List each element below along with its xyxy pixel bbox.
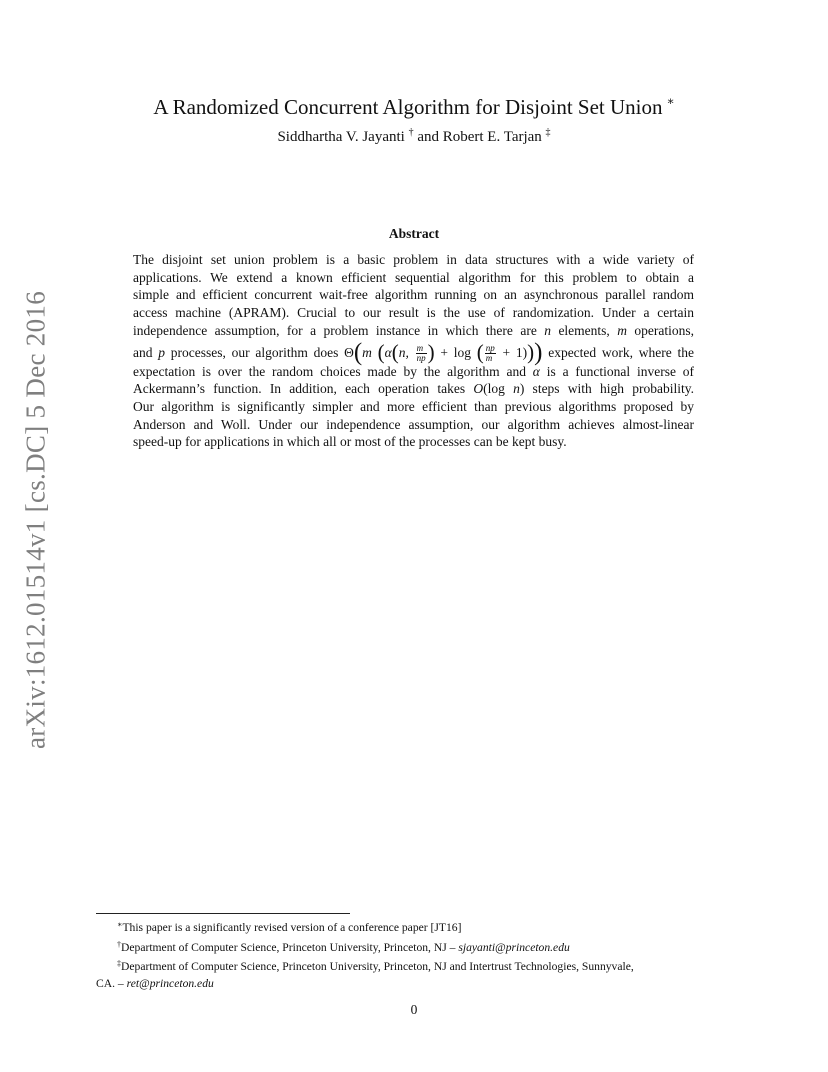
text-run: operations, <box>634 322 695 338</box>
math-op: + log <box>440 344 472 360</box>
footnote-email: sjayanti@princeton.edu <box>458 940 570 954</box>
author-joiner: and <box>417 129 439 145</box>
math-symbol: Θ <box>344 344 354 360</box>
fraction-m-over-np <box>416 344 427 363</box>
paren-close: ) <box>527 339 535 364</box>
footnote-3 <box>96 956 732 976</box>
fraction-denominator: np <box>416 352 426 363</box>
abstract-line-formula <box>133 338 695 366</box>
author-2: Robert E. Tarjan <box>442 129 542 145</box>
title-footnote-mark: ∗ <box>666 94 675 108</box>
text-run: Ackermann’s function. In addition, each operation takes <box>133 381 466 397</box>
footnote-mark: ‡ <box>117 959 121 968</box>
abstract-line: Anderson and Woll. Under our independence assumption, our algorithm achieves almost-linear <box>133 416 694 432</box>
math-var: m <box>617 322 627 338</box>
abstract-body <box>133 251 694 451</box>
text-run: (log <box>483 381 505 397</box>
paper-title <box>0 94 828 120</box>
footnote-3-continuation <box>96 976 732 993</box>
footnote-text: Department of Computer Science, Princeton University, Princeton, NJ and Intertrust Technologies, Sunnyvale, <box>121 960 634 973</box>
text-run: expectation is over the random choices made by the algorithm and <box>133 363 526 379</box>
fraction-numerator: m <box>416 344 427 354</box>
abstract-line <box>133 322 694 340</box>
math-var: m <box>362 344 372 360</box>
page-number: 0 <box>410 1002 418 1017</box>
fraction-denominator: m <box>485 352 493 363</box>
footnote-text: Department of Computer Science, Princeton University, Princeton, NJ – <box>121 940 456 954</box>
math-var: n <box>544 322 551 338</box>
abstract-line: Our algorithm is significantly simpler and more efficient than previous algorithms proposed by <box>133 398 694 414</box>
author-2-mark: ‡ <box>545 127 551 138</box>
paren-open: ( <box>476 339 484 364</box>
math-var: p <box>158 344 165 360</box>
fraction-numerator: np <box>485 342 495 353</box>
math-var: α <box>384 344 392 360</box>
footnote-mark: ∗ <box>117 920 123 929</box>
paren-open: ( <box>391 339 399 364</box>
footnote-2 <box>96 937 732 957</box>
text-run: expected work, where the <box>548 344 695 360</box>
paren-close: ) <box>534 338 543 366</box>
author-1-mark: † <box>408 127 414 138</box>
text-run: ) steps with high probability. <box>519 381 695 397</box>
work-bound-formula <box>344 338 543 366</box>
author-1: Siddhartha V. Jayanti <box>277 129 405 145</box>
abstract-line: The disjoint set union problem is a basic problem in data structures with a wide variety of <box>133 252 694 267</box>
arxiv-identifier-stamp: arXiv:1612.01514v1 [cs.DC] 5 Dec 2016 <box>20 290 51 750</box>
math-var: n, <box>398 344 409 360</box>
paren-open: ( <box>377 339 385 364</box>
math-var: n <box>513 381 520 397</box>
footnote-text: CA. – <box>96 976 124 990</box>
text-run: processes, our algorithm does <box>170 344 339 360</box>
text-run: is a functional inverse of <box>546 363 695 379</box>
abstract-line: applications. We extend a known efficient sequential algorithm for this problem to obtain a <box>133 269 694 285</box>
text-run: elements, <box>558 322 610 338</box>
paper-title-text: A Randomized Concurrent Algorithm for Disjoint Set Union <box>153 95 663 119</box>
abstract-line: speed-up for applications in which all or most of the processes can be kept busy. <box>133 434 567 450</box>
text-run: and <box>133 344 153 360</box>
paren-open: ( <box>353 338 363 366</box>
author-line <box>0 127 828 146</box>
math-var: α <box>532 363 540 379</box>
abstract-line <box>133 380 694 398</box>
text-run: independence assumption, for a problem instance in which there are <box>133 322 537 338</box>
footnote-text: This paper is a significantly revised version of a conference paper [JT16] <box>122 921 462 934</box>
footnote-email: ret@princeton.edu <box>126 976 214 990</box>
footnote-mark: † <box>117 939 121 949</box>
math-var: O <box>473 381 484 397</box>
footnotes <box>96 917 732 992</box>
abstract-line: simple and efficient concurrent wait-free algorithm running on an asynchronous parallel random <box>133 287 694 303</box>
footnote-1 <box>96 917 732 937</box>
abstract-line: access machine (APRAM). Crucial to our result is the use of randomization. Under a certain <box>133 305 694 321</box>
paren-close: ) <box>427 339 435 364</box>
footnote-rule <box>96 913 350 914</box>
abstract-line <box>133 363 694 381</box>
math-op: + 1) <box>502 344 528 360</box>
abstract-heading: Abstract <box>388 226 440 241</box>
fraction-np-over-m <box>485 344 496 363</box>
